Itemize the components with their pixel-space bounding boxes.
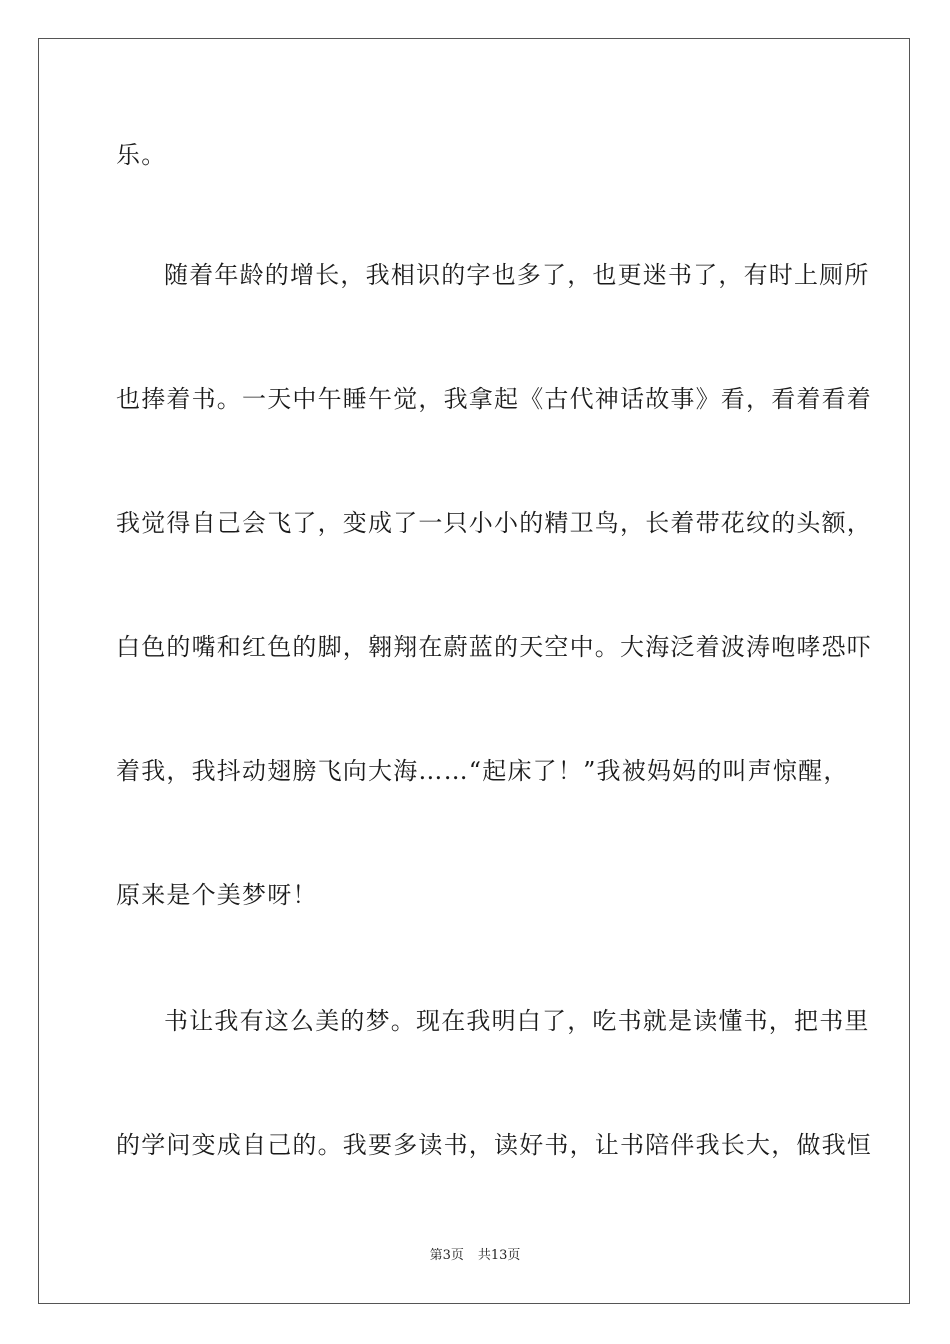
text-line: 也捧着书。一天中午睡午觉，我拿起《古代神话故事》看，看着看着	[116, 385, 872, 413]
text-line: 我觉得自己会飞了，变成了一只小小的精卫鸟，长着带花纹的头额，	[116, 509, 872, 537]
text-line: 的学问变成自己的。我要多读书，读好书，让书陪伴我长大，做我恒	[116, 1131, 872, 1159]
paragraph-start-line: 书让我有这么美的梦。现在我明白了，吃书就是读懂书，把书里	[164, 1007, 870, 1035]
page-footer	[0, 1247, 950, 1265]
text-line: 着我，我抖动翅膀飞向大海……“起床了！”我被妈妈的叫声惊醒，	[116, 757, 849, 785]
text-line: 原来是个美梦呀！	[116, 881, 318, 909]
text-line: 乐。	[116, 141, 167, 169]
page-number: 第3页	[429, 1248, 464, 1263]
page-border	[38, 38, 910, 1304]
total-pages: 共13页	[477, 1248, 521, 1263]
text-line: 白色的嘴和红色的脚，翱翔在蔚蓝的天空中。大海泛着波涛咆哮恐吓	[116, 633, 872, 661]
paragraph-start-line: 随着年龄的增长，我相识的字也多了，也更迷书了，有时上厕所	[164, 261, 870, 289]
